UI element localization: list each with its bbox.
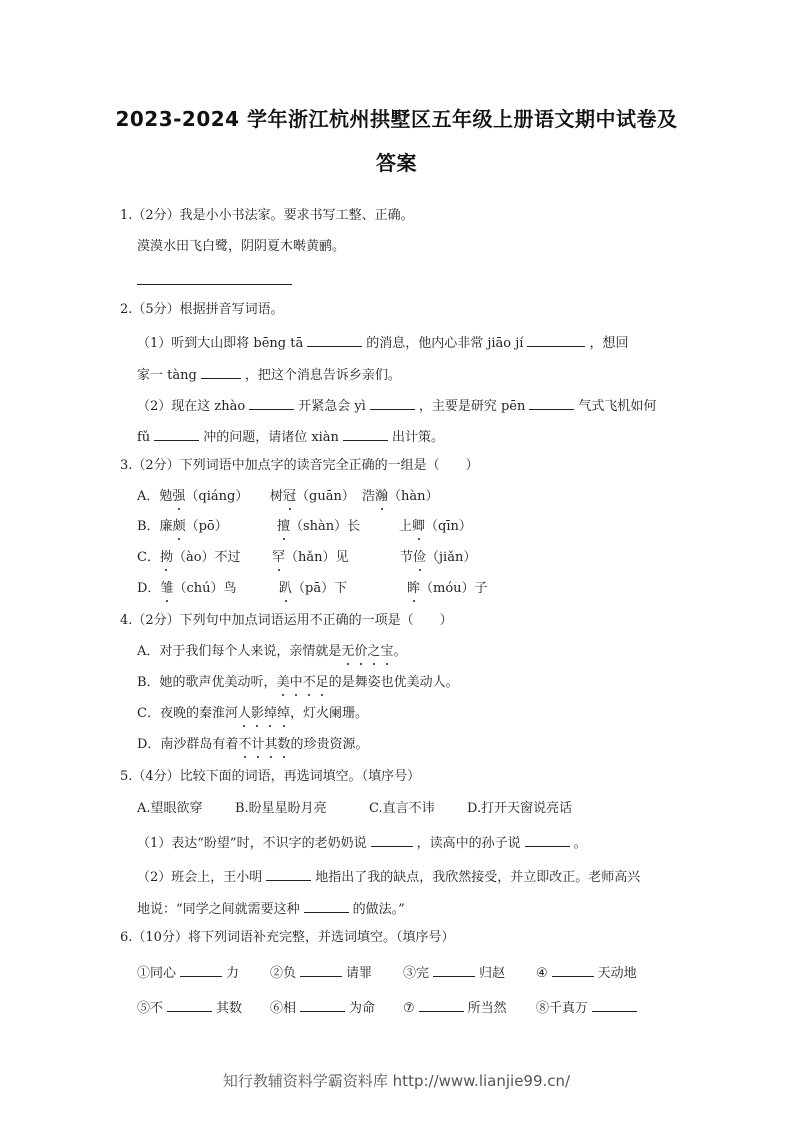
option-text: （chú）鸟 bbox=[173, 581, 237, 596]
q4-option-b bbox=[137, 674, 459, 692]
dotted-char: 美 bbox=[276, 675, 290, 690]
answer-blank[interactable] bbox=[343, 426, 388, 441]
idiom-text: ⑤不 bbox=[137, 1001, 164, 1016]
q2-text: ，主要是研究 pēn bbox=[418, 399, 526, 414]
option-text: 。 bbox=[393, 644, 407, 659]
option-text: B．廉 bbox=[137, 519, 173, 534]
answer-blank[interactable] bbox=[552, 962, 594, 977]
answer-blank[interactable] bbox=[304, 898, 349, 913]
answer-blank[interactable] bbox=[433, 962, 475, 977]
option-text: （pō） bbox=[185, 519, 228, 534]
option-text: B．她的歌声优美动听， bbox=[137, 675, 277, 690]
q3-option-b bbox=[137, 518, 472, 536]
dotted-char: 俭 bbox=[413, 550, 427, 565]
option-text: 树 bbox=[270, 489, 284, 504]
q2-line2 bbox=[137, 364, 401, 385]
option-text: C．夜晚的秦淮河 bbox=[137, 706, 238, 721]
idiom-text: 天动地 bbox=[597, 966, 637, 981]
dotted-word bbox=[341, 644, 393, 659]
q2-stem: 2.（5分）根据拼音写词语。 bbox=[120, 302, 284, 317]
q2-line3 bbox=[137, 395, 656, 416]
option-text: （ào）不过 bbox=[172, 550, 241, 565]
q2-text: 冲的问题，请诸位 xiàn bbox=[203, 430, 339, 445]
answer-blank[interactable] bbox=[180, 962, 222, 977]
dotted-char: 罕 bbox=[272, 550, 286, 565]
dotted-char: 强 bbox=[172, 489, 186, 504]
idiom-text: 请罪 bbox=[346, 966, 373, 981]
answer-blank[interactable] bbox=[201, 364, 241, 379]
option-text: A．对于我们每个人来说，亲情就是 bbox=[137, 644, 342, 659]
option-text: 节 bbox=[400, 550, 414, 565]
dotted-char: 瀚 bbox=[375, 489, 389, 504]
idiom-text: 所当然 bbox=[467, 1001, 507, 1016]
option-text: 浩 bbox=[362, 489, 376, 504]
dotted-char: 其 bbox=[264, 737, 278, 752]
dotted-char: 影 bbox=[250, 706, 264, 721]
idiom-text: 归赵 bbox=[479, 966, 506, 981]
page-title-line1: 2023-2024 学年浙江杭州拱墅区五年级上册语文期中试卷及 bbox=[115, 107, 678, 131]
option-text: （jiǎn） bbox=[426, 550, 477, 565]
q5-line2 bbox=[137, 866, 640, 887]
idiom-text: ⑧千真万 bbox=[536, 1001, 589, 1016]
option-text: （hàn） bbox=[388, 489, 439, 504]
dotted-char: 人 bbox=[237, 706, 251, 721]
q2-text: fǔ bbox=[137, 430, 151, 445]
q1-stem: 1.（2分）我是小小书法家。要求书写工整、正确。 bbox=[120, 208, 414, 223]
option-text: （hǎn）见 bbox=[285, 550, 349, 565]
answer-blank[interactable] bbox=[300, 962, 342, 977]
option-text: （shàn）长 bbox=[290, 519, 361, 534]
option-text: （móu）子 bbox=[420, 581, 488, 596]
q2-text: 的消息，他内心非常 jiāo jí bbox=[366, 336, 524, 351]
dotted-char: 雏 bbox=[160, 581, 174, 596]
dotted-char: 眸 bbox=[407, 581, 421, 596]
dotted-word bbox=[238, 706, 290, 721]
dotted-char: 数 bbox=[277, 737, 291, 752]
q5-option: A.望眼欲穿 bbox=[137, 801, 203, 816]
answer-blank[interactable] bbox=[370, 395, 415, 410]
dotted-char: 趴 bbox=[279, 581, 293, 596]
dotted-char: 足 bbox=[315, 675, 329, 690]
option-text: （qīn） bbox=[425, 519, 472, 534]
q6-row1 bbox=[137, 962, 637, 983]
option-text: A．勉 bbox=[137, 489, 173, 504]
idiom-text: 其数 bbox=[216, 1001, 243, 1016]
dotted-char: 中 bbox=[289, 675, 303, 690]
q2-text: ，想回 bbox=[589, 336, 629, 351]
dotted-char: 拗 bbox=[159, 550, 173, 565]
q4-option-c bbox=[137, 705, 368, 723]
option-text: ，灯火阑珊。 bbox=[290, 706, 369, 721]
idiom-text: ⑦ bbox=[403, 1001, 415, 1016]
q2-text: ，把这个消息告诉乡亲们。 bbox=[244, 368, 401, 383]
q3-option-a bbox=[137, 488, 439, 506]
idiom-text: ④ bbox=[536, 966, 548, 981]
q5-text: 。 bbox=[573, 836, 587, 851]
answer-blank[interactable] bbox=[266, 866, 311, 881]
answer-blank[interactable] bbox=[307, 332, 362, 347]
q5-option: C.直言不讳 bbox=[369, 801, 435, 816]
q3-option-c bbox=[137, 549, 476, 567]
q2-text: 出计策。 bbox=[391, 430, 444, 445]
answer-blank[interactable] bbox=[154, 426, 199, 441]
q5-line3 bbox=[137, 898, 405, 919]
option-text: （pā）下 bbox=[292, 581, 348, 596]
dotted-char: 之 bbox=[367, 644, 381, 659]
q6-row2 bbox=[137, 997, 641, 1018]
q5-options bbox=[137, 800, 572, 818]
q2-text: （2）现在这 zhào bbox=[137, 399, 246, 414]
answer-blank[interactable] bbox=[249, 395, 294, 410]
dotted-word bbox=[277, 675, 329, 690]
dotted-char: 颇 bbox=[172, 519, 186, 534]
answer-blank[interactable] bbox=[592, 997, 637, 1012]
dotted-char: 不 bbox=[302, 675, 316, 690]
answer-blank[interactable] bbox=[300, 997, 345, 1012]
q1-poem: 漠漠水田飞白鹭，阴阴夏木啭黄鹂。 bbox=[137, 239, 346, 254]
answer-blank[interactable] bbox=[167, 997, 212, 1012]
dotted-char: 卿 bbox=[412, 519, 426, 534]
dotted-char: 冠 bbox=[283, 489, 297, 504]
dotted-char: 宝 bbox=[380, 644, 394, 659]
q1-answer-line[interactable] bbox=[137, 284, 292, 285]
q2-text: 开紧急会 yì bbox=[298, 399, 366, 414]
option-text: （guān） bbox=[296, 489, 355, 504]
q5-line1 bbox=[137, 832, 587, 853]
idiom-text: 力 bbox=[226, 966, 240, 981]
q2-text: （1）听到大山即将 bēng tā bbox=[137, 336, 304, 351]
idiom-text: 为命 bbox=[349, 1001, 376, 1016]
option-text: C． bbox=[137, 550, 160, 565]
q5-text: （1）表达“盼望”时，不识字的老奶奶说 bbox=[137, 836, 367, 851]
q5-text: 的做法。” bbox=[352, 902, 405, 917]
dotted-char: 无 bbox=[341, 644, 355, 659]
q5-stem: 5.（4分）比较下面的词语，再选词填空。（填序号） bbox=[120, 769, 421, 784]
q4-stem: 4.（2分）下列句中加点词语运用不正确的一项是（ ） bbox=[120, 613, 453, 628]
option-text: 的珍贵资源。 bbox=[290, 737, 369, 752]
idiom-text: ⑥相 bbox=[270, 1001, 297, 1016]
q4-option-d bbox=[137, 736, 369, 754]
dotted-word bbox=[238, 737, 290, 752]
idiom-text: ①同心 bbox=[137, 966, 177, 981]
q5-text: 地指出了我的缺点，我欣然接受，并立即改正。老师高兴 bbox=[315, 870, 641, 885]
q5-text: ，读高中的孙子说 bbox=[416, 836, 521, 851]
dotted-char: 擅 bbox=[277, 519, 291, 534]
dotted-char: 价 bbox=[354, 644, 368, 659]
q6-stem: 6.（10分）将下列词语补充完整，并选词填空。（填序号） bbox=[120, 930, 455, 945]
answer-blank[interactable] bbox=[419, 997, 464, 1012]
option-text: 的是舞姿也优美动人。 bbox=[328, 675, 459, 690]
q5-option: D.打开天窗说亮话 bbox=[467, 801, 573, 816]
q3-option-d bbox=[137, 580, 488, 598]
q5-text: （2）班会上，王小明 bbox=[137, 870, 263, 885]
option-text: D． bbox=[137, 581, 161, 596]
footer-watermark: 知行教辅资料学霸资料库 http://www.lianjie99.cn/ bbox=[222, 1072, 571, 1090]
q2-text: 气式飞机如何 bbox=[578, 399, 657, 414]
dotted-char: 绰 bbox=[263, 706, 277, 721]
page-title-line2: 答案 bbox=[376, 151, 417, 175]
q4-option-a bbox=[137, 643, 406, 661]
q2-text: 家一 tàng bbox=[137, 368, 197, 383]
q5-option: B.盼星星盼月亮 bbox=[235, 801, 327, 816]
option-text: D．南沙群岛有着 bbox=[137, 737, 239, 752]
answer-blank[interactable] bbox=[529, 395, 574, 410]
option-text: 上 bbox=[399, 519, 413, 534]
idiom-text: ③完 bbox=[403, 966, 430, 981]
option-text: （qiáng） bbox=[185, 489, 249, 504]
answer-blank[interactable] bbox=[527, 332, 585, 347]
q5-text: 地说：“同学之间就需要这种 bbox=[137, 902, 300, 917]
answer-blank[interactable] bbox=[525, 832, 570, 847]
q3-stem: 3.（2分）下列词语中加点字的读音完全正确的一组是（ ） bbox=[120, 458, 479, 473]
answer-blank[interactable] bbox=[371, 832, 413, 847]
q2-line1 bbox=[137, 332, 628, 353]
q2-line4 bbox=[137, 426, 444, 447]
dotted-char: 绰 bbox=[277, 706, 291, 721]
idiom-text: ②负 bbox=[270, 966, 297, 981]
dotted-char: 计 bbox=[251, 737, 265, 752]
dotted-char: 不 bbox=[238, 737, 252, 752]
